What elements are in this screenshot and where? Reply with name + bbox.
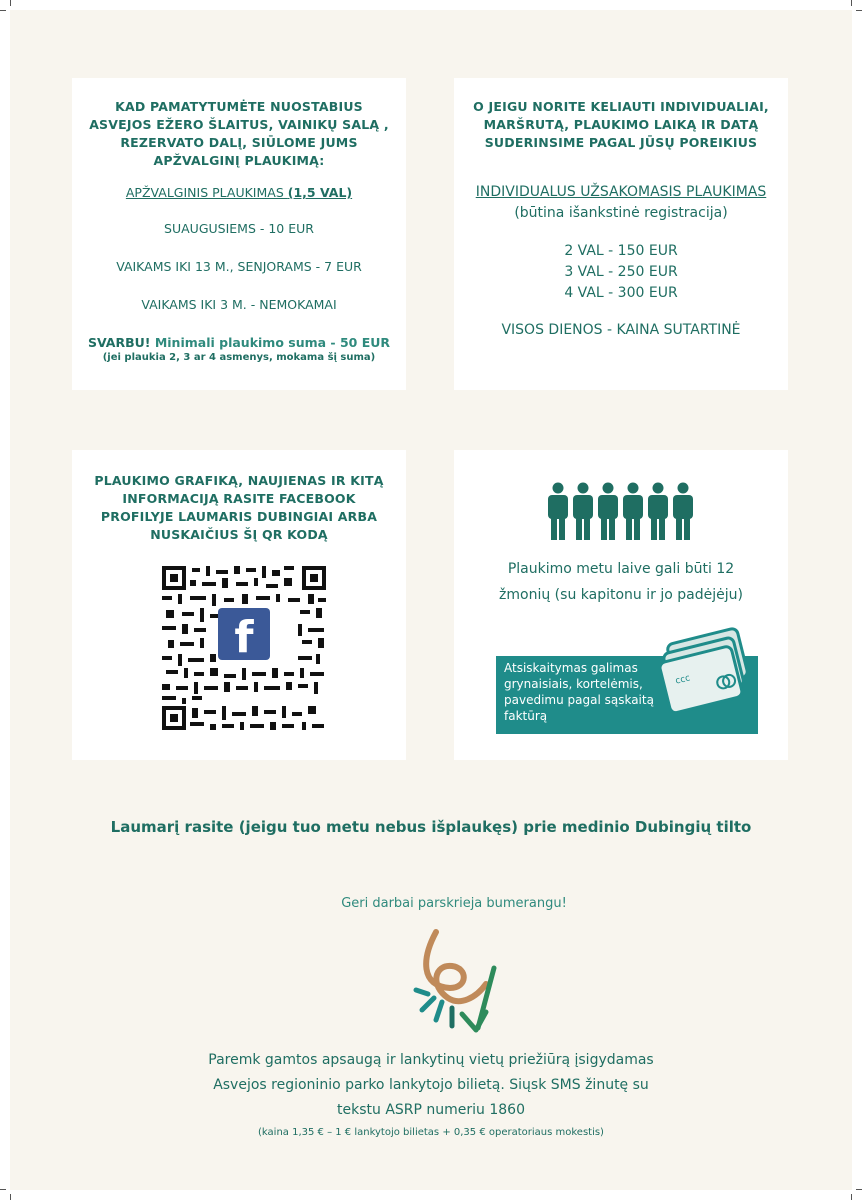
crop-mark	[851, 1194, 852, 1200]
qr-code[interactable]	[160, 564, 328, 732]
payment-text: Atsiskaitymas galimas grynaisiais, kortelėmis, pavedimu pagal sąskaitą faktūrą	[504, 661, 654, 723]
location-text: Laumarį rasite (jeigu tuo metu nebus išplaukęs) prie medinio Dubingių tilto	[110, 818, 752, 836]
support-note: (kaina 1,35 € – 1 € lankytojo bilietas + 0,35 € operatoriaus mokestis)	[258, 1127, 604, 1138]
important-line	[72, 334, 406, 352]
crop-mark	[851, 0, 852, 6]
price-adults: SUAUGUSIEMS - 10 EUR	[164, 221, 314, 236]
individual-card	[454, 78, 788, 390]
capacity-line-2: žmonių (su kapitonu ir jo padėjėju)	[499, 587, 743, 603]
card-label: ccc	[674, 673, 692, 687]
individual-subtitle: (būtina išankstinė registracija)	[514, 205, 728, 221]
price-2h: 2 VAL - 150 EUR	[564, 243, 678, 259]
support-line-2: Asvejos regioninio parko lankytojo bilietą. Siųsk SMS žinutę su	[213, 1077, 649, 1093]
capacity-line-1: Plaukimo metu laive gali būti 12	[507, 561, 735, 577]
price-all-day: VISOS DIENOS - KAINA SUTARTINĖ	[501, 322, 741, 338]
price-infants: VAIKAMS IKI 3 M. - NEMOKAMAI	[141, 297, 337, 312]
boomerang-logo-icon	[406, 928, 498, 1040]
facebook-icon: f	[234, 612, 254, 663]
crop-mark	[856, 10, 862, 11]
support-section	[0, 1048, 862, 1143]
crop-mark	[0, 10, 6, 11]
support-line-3: tekstu ASRP numeriu 1860	[337, 1102, 525, 1118]
price-children: VAIKAMS IKI 13 M., SENJORAMS - 7 EUR	[116, 259, 362, 274]
support-line-1: Paremk gamtos apsaugą ir lankytinų vietų priežiūrą įsigydamas	[208, 1052, 654, 1068]
important-text: Minimali plaukimo suma - 50 EUR	[150, 335, 391, 350]
info-heading: PLAUKIMO GRAFIKĄ, NAUJIENAS IR KITĄ INFORMACIJĄ RASITE FACEBOOK PROFILYJE LAUMARIS DUBINGIAI ARBA NUSKAIČIUS ŠĮ QR KODĄ	[94, 473, 384, 542]
tour-title-duration: (1,5 VAL)	[287, 185, 353, 200]
tagline: Geri darbai parskrieja bumerangu!	[341, 896, 567, 911]
info-card	[72, 450, 406, 760]
crop-mark	[10, 1194, 11, 1200]
crop-mark	[0, 1189, 6, 1190]
crop-mark	[10, 0, 11, 6]
credit-cards-icon	[660, 624, 770, 716]
important-label: SVARBU!	[87, 335, 151, 350]
tour-card	[72, 78, 406, 390]
people-icon	[546, 482, 696, 542]
tour-title	[72, 184, 406, 202]
price-4h: 4 VAL - 300 EUR	[564, 285, 678, 301]
individual-title: INDIVIDUALUS UŽSAKOMASIS PLAUKIMAS	[475, 184, 767, 200]
individual-heading: O JEIGU NORITE KELIAUTI INDIVIDUALIAI, MARŠRUTĄ, PLAUKIMO LAIKĄ IR DATĄ SUDERINSIME PAGAL JŪSŲ POREIKIUS	[473, 99, 769, 150]
tour-heading: KAD PAMATYTUMĖTE NUOSTABIUS ASVEJOS EŽERO ŠLAITUS, VAINIKŲ SALĄ , REZERVATO DALĮ, SIŪLOME JUMS APŽVALGINĮ PLAUKIMĄ:	[89, 99, 389, 168]
price-3h: 3 VAL - 250 EUR	[564, 264, 678, 280]
crop-mark	[856, 1189, 862, 1190]
important-note: (jei plaukia 2, 3 ar 4 asmenys, mokama šį suma)	[102, 352, 376, 363]
tour-title-main: APŽVALGINIS PLAUKIMAS	[125, 185, 288, 200]
